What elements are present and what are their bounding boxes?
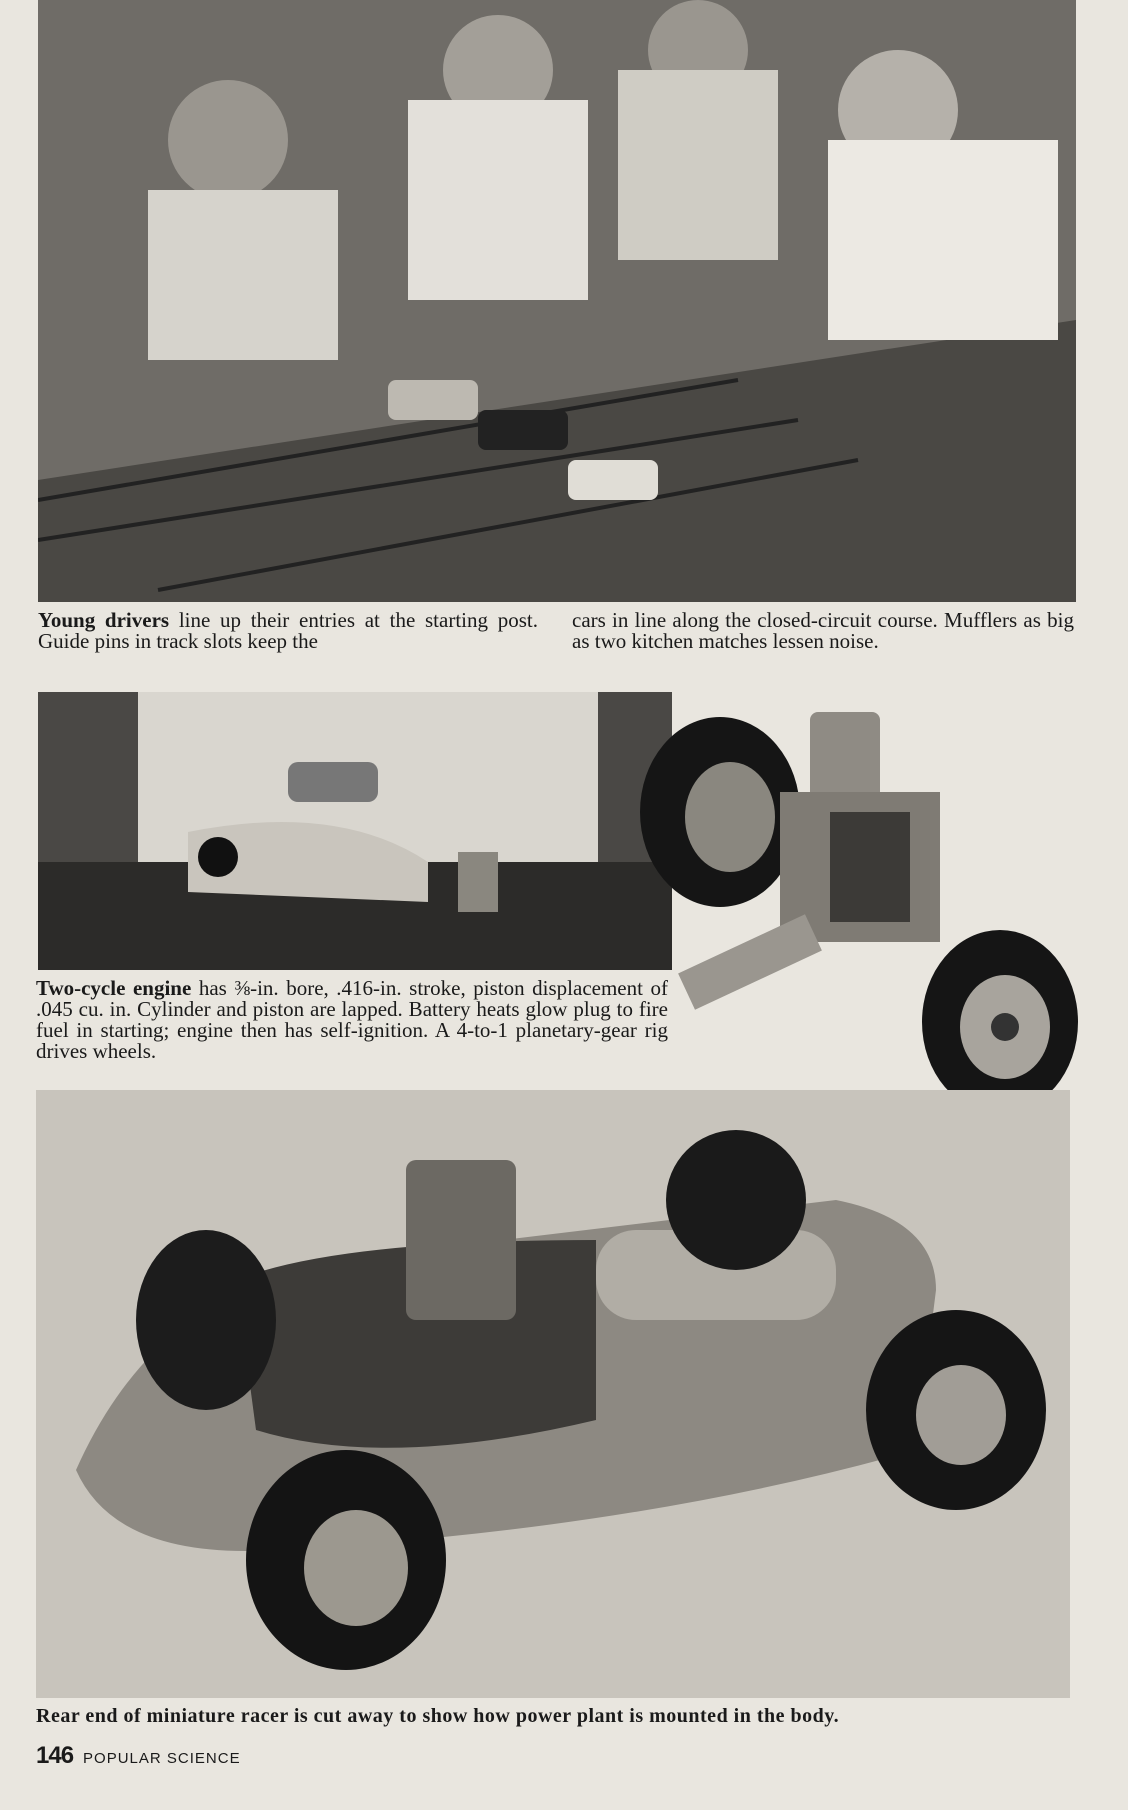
photo-young-drivers bbox=[38, 0, 1076, 602]
racer-caption bbox=[36, 1706, 1070, 1727]
top-caption-left bbox=[38, 610, 538, 652]
photo-miniature-racer bbox=[36, 1090, 1070, 1698]
engine-caption bbox=[36, 978, 668, 1062]
top-caption-left-text: line up their entries at the starting post. Guide pins in track slots keep the bbox=[38, 608, 538, 653]
engine-caption-lead: Two-cycle engine bbox=[36, 976, 192, 1000]
engine-assembly-illustration bbox=[38, 692, 672, 970]
top-caption-right-text: cars in line along the closed-circuit course. Mufflers as big as two kitchen matches lessen noise. bbox=[572, 608, 1074, 653]
photo-engine-assembly bbox=[38, 692, 672, 970]
cutaway-engine-illustration bbox=[620, 692, 1080, 1122]
track-illustration bbox=[38, 0, 1076, 602]
page-number: 146 bbox=[36, 1742, 74, 1769]
racer-illustration bbox=[36, 1090, 1070, 1698]
page-footer bbox=[36, 1742, 241, 1770]
top-caption-right bbox=[572, 610, 1074, 652]
magazine-name: POPULAR SCIENCE bbox=[83, 1750, 241, 1767]
engine-caption-text: has ⅜-in. bore, .416-in. stroke, piston displacement of .045 cu. in. Cylinder and piston are lapped. Battery heats glow plug to fire fuel in starting; engine then has self-ignition. A 4-to-1 planetary-gear rig drives wheels. bbox=[36, 976, 668, 1063]
cutaway-engine-drawing bbox=[620, 692, 1080, 1122]
top-caption-lead: Young drivers bbox=[38, 608, 170, 632]
racer-caption-text: Rear end of miniature racer is cut away to show how power plant is mounted in the body. bbox=[36, 1705, 840, 1727]
